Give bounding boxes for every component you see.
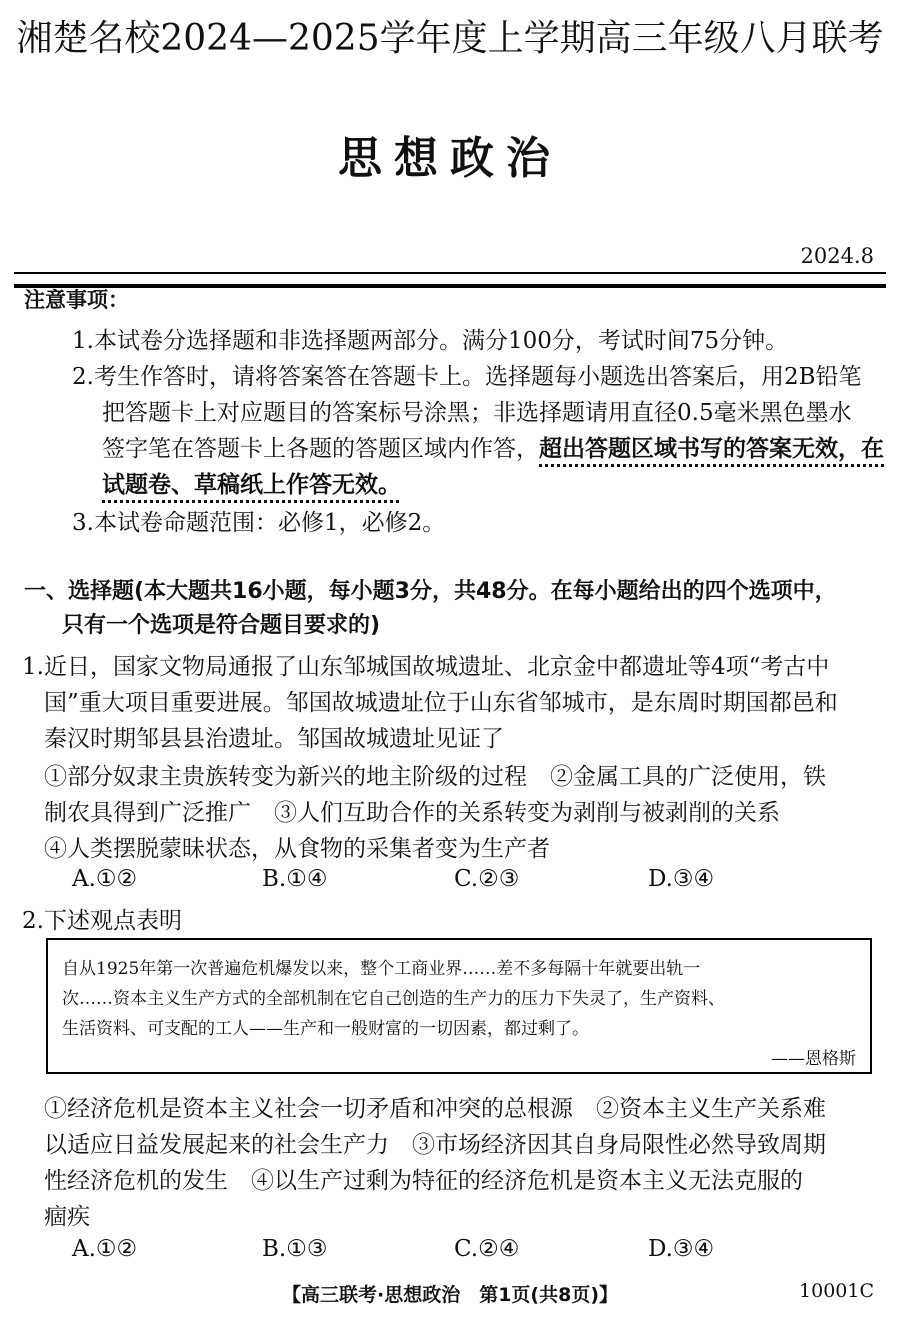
question-stem: 2.下述观点表明 bbox=[22, 908, 182, 934]
question-item: ①经济危机是资本主义社会一切矛盾和冲突的总根源 ②资本主义生产关系难 bbox=[44, 1096, 826, 1122]
notice-item bbox=[102, 466, 401, 499]
page-footer: 【高三联考·思想政治 第1页(共8页)】 bbox=[281, 1284, 619, 1306]
question-item: 制农具得到广泛推广 ③人们互助合作的关系转变为剥削与被剥削的关系 bbox=[44, 800, 780, 826]
quote-line: 自从1925年第一次普遍危机爆发以来，整个工商业界……差不多每隔十年就要出轨一 bbox=[62, 959, 701, 979]
header-divider bbox=[14, 272, 886, 288]
quote-line: 次……资本主义生产方式的全部机制在它自己创造的生产力的压力下失灵了，生产资料、 bbox=[62, 989, 725, 1009]
quote-line: 生活资料、可支配的工人——生产和一般财富的一切因素，都过剩了。 bbox=[62, 1019, 589, 1039]
section-heading-line: 一、选择题(本大题共16小题，每小题3分，共48分。在每小题给出的四个选项中， bbox=[24, 579, 837, 604]
notice-heading: 注意事项： bbox=[24, 288, 129, 312]
quote-box bbox=[46, 938, 872, 1074]
question-item: 性经济危机的发生 ④以生产过剩为特征的经济危机是资本主义无法克服的 bbox=[44, 1168, 803, 1194]
exam-date: 2024.8 bbox=[800, 244, 874, 268]
notice-text: 签字笔在答题卡上各题的答题区域内作答， bbox=[102, 436, 539, 462]
option-d[interactable]: D.③④ bbox=[648, 866, 715, 892]
notice-emphasis: 超出答题区域书写的答案无效，在 bbox=[539, 436, 884, 462]
option-b[interactable]: B.①③ bbox=[262, 1236, 328, 1262]
option-d[interactable]: D.③④ bbox=[648, 1236, 715, 1262]
option-c[interactable]: C.②④ bbox=[454, 1236, 520, 1262]
question-item: 痼疾 bbox=[44, 1204, 90, 1230]
question-item: ①部分奴隶主贵族转变为新兴的地主阶级的过程 ②金属工具的广泛使用，铁 bbox=[44, 764, 826, 790]
subject-title: 思想政治 bbox=[338, 133, 562, 184]
notice-item: 1.本试卷分选择题和非选择题两部分。满分100分，考试时间75分钟。 bbox=[72, 328, 789, 354]
question-item: 以适应日益发展起来的社会生产力 ③市场经济因其自身局限性必然导致周期 bbox=[44, 1132, 826, 1158]
question-stem: 国”重大项目重要进展。邹国故城遗址位于山东省邹城市，是东周时期国都邑和 bbox=[44, 690, 838, 716]
notice-item: 3.本试卷命题范围：必修1，必修2。 bbox=[72, 510, 446, 536]
notice-item: 2.考生作答时，请将答案答在答题卡上。选择题每小题选出答案后，用2B铅笔 bbox=[72, 364, 862, 390]
section-heading-line: 只有一个选项是符合题目要求的) bbox=[62, 613, 381, 638]
paper-code: 10001C bbox=[799, 1280, 874, 1302]
notice-emphasis: 试题卷、草稿纸上作答无效。 bbox=[102, 472, 401, 498]
option-a[interactable]: A.①② bbox=[72, 1236, 138, 1262]
question-item: ④人类摆脱蒙昧状态，从食物的采集者变为生产者 bbox=[44, 836, 550, 862]
option-c[interactable]: C.②③ bbox=[454, 866, 520, 892]
question-stem: 1.近日，国家文物局通报了山东邹城国故城遗址、北京金中都遗址等4项“考古中 bbox=[22, 654, 830, 680]
notice-item: 把答题卡上对应题目的答案标号涂黑；非选择题请用直径0.5毫米黑色墨水 bbox=[102, 400, 852, 426]
option-b[interactable]: B.①④ bbox=[262, 866, 328, 892]
exam-title: 湘楚名校2024—2025学年度上学期高三年级八月联考 bbox=[16, 18, 884, 59]
option-a[interactable]: A.①② bbox=[72, 866, 138, 892]
notice-item bbox=[102, 430, 884, 463]
quote-author: ——恩格斯 bbox=[771, 1049, 856, 1069]
question-stem: 秦汉时期邹县县治遗址。邹国故城遗址见证了 bbox=[44, 726, 504, 752]
